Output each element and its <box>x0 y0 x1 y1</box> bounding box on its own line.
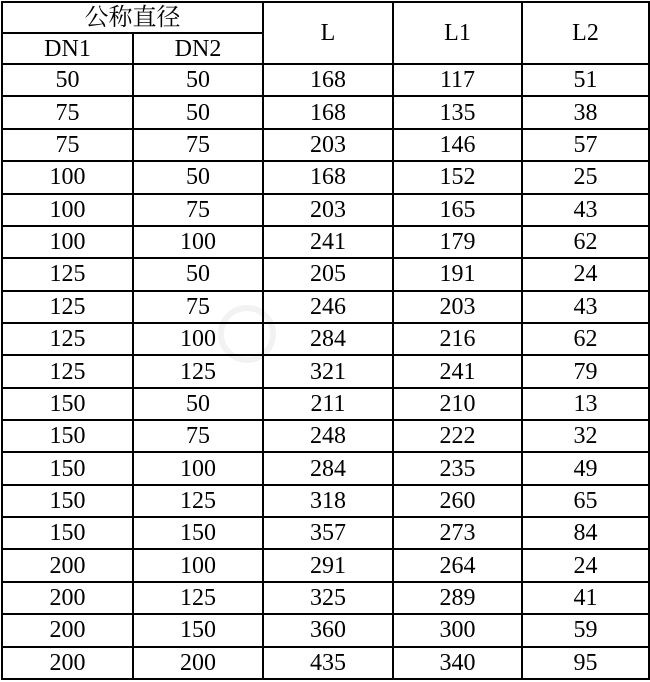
cell-l1: 260 <box>393 485 522 517</box>
cell-dn2: 100 <box>133 549 263 581</box>
table-row <box>2 323 649 355</box>
cell-l1: 152 <box>393 161 522 193</box>
table-row <box>2 485 649 517</box>
cell-l: 241 <box>263 226 393 258</box>
table-row <box>2 226 649 258</box>
cell-l: 203 <box>263 129 393 161</box>
cell-l2: 51 <box>522 64 649 96</box>
cell-l1: 235 <box>393 452 522 484</box>
cell-dn1: 150 <box>2 420 133 452</box>
cell-dn1: 75 <box>2 129 133 161</box>
table-row <box>2 614 649 646</box>
cell-l2: 41 <box>522 582 649 614</box>
cell-l: 357 <box>263 517 393 549</box>
cell-dn2: 200 <box>133 647 263 679</box>
cell-dn2: 50 <box>133 161 263 193</box>
cell-dn2: 50 <box>133 64 263 96</box>
table-row <box>2 194 649 226</box>
cell-l: 168 <box>263 161 393 193</box>
cell-l2: 25 <box>522 161 649 193</box>
cell-l2: 95 <box>522 647 649 679</box>
table-row <box>2 129 649 161</box>
header-l: L <box>263 2 393 64</box>
cell-l: 291 <box>263 549 393 581</box>
cell-l2: 79 <box>522 355 649 387</box>
header-dn1: DN1 <box>2 33 133 64</box>
cell-l1: 203 <box>393 291 522 323</box>
cell-dn1: 50 <box>2 64 133 96</box>
cell-l2: 84 <box>522 517 649 549</box>
cell-dn2: 50 <box>133 96 263 128</box>
cell-l1: 135 <box>393 96 522 128</box>
cell-l: 284 <box>263 452 393 484</box>
cell-dn1: 75 <box>2 96 133 128</box>
header-dn2: DN2 <box>133 33 263 64</box>
cell-l: 211 <box>263 388 393 420</box>
cell-l1: 165 <box>393 194 522 226</box>
cell-l: 325 <box>263 582 393 614</box>
cell-dn2: 50 <box>133 258 263 290</box>
cell-l2: 43 <box>522 291 649 323</box>
dimension-table <box>1 1 650 680</box>
cell-l2: 49 <box>522 452 649 484</box>
header-l1: L1 <box>393 2 522 64</box>
cell-l2: 65 <box>522 485 649 517</box>
cell-l1: 117 <box>393 64 522 96</box>
table-row <box>2 420 649 452</box>
cell-dn2: 75 <box>133 129 263 161</box>
table-row <box>2 258 649 290</box>
cell-l1: 264 <box>393 549 522 581</box>
table-row <box>2 161 649 193</box>
cell-dn2: 100 <box>133 323 263 355</box>
cell-dn2: 150 <box>133 614 263 646</box>
cell-l2: 62 <box>522 226 649 258</box>
cell-dn1: 200 <box>2 582 133 614</box>
table-row <box>2 549 649 581</box>
cell-l1: 191 <box>393 258 522 290</box>
cell-dn2: 50 <box>133 388 263 420</box>
cell-dn1: 125 <box>2 258 133 290</box>
cell-dn1: 150 <box>2 452 133 484</box>
cell-dn2: 100 <box>133 226 263 258</box>
cell-dn2: 150 <box>133 517 263 549</box>
cell-dn1: 150 <box>2 485 133 517</box>
cell-l1: 300 <box>393 614 522 646</box>
table-row <box>2 452 649 484</box>
cell-dn1: 125 <box>2 323 133 355</box>
cell-l1: 241 <box>393 355 522 387</box>
header-l2: L2 <box>522 2 649 64</box>
cell-l2: 24 <box>522 258 649 290</box>
table-row <box>2 64 649 96</box>
cell-l: 284 <box>263 323 393 355</box>
cell-l: 435 <box>263 647 393 679</box>
cell-l: 248 <box>263 420 393 452</box>
cell-dn2: 75 <box>133 420 263 452</box>
table-row <box>2 582 649 614</box>
cell-l2: 38 <box>522 96 649 128</box>
cell-l2: 59 <box>522 614 649 646</box>
cell-dn1: 125 <box>2 355 133 387</box>
table-row <box>2 388 649 420</box>
cell-l1: 146 <box>393 129 522 161</box>
cell-l2: 57 <box>522 129 649 161</box>
table-row <box>2 647 649 679</box>
cell-dn1: 200 <box>2 647 133 679</box>
cell-dn2: 75 <box>133 194 263 226</box>
table-row <box>2 517 649 549</box>
cell-l: 321 <box>263 355 393 387</box>
cell-dn2: 125 <box>133 582 263 614</box>
cell-l1: 289 <box>393 582 522 614</box>
cell-l: 168 <box>263 64 393 96</box>
cell-dn1: 200 <box>2 614 133 646</box>
table-row <box>2 355 649 387</box>
cell-dn1: 150 <box>2 388 133 420</box>
cell-l1: 273 <box>393 517 522 549</box>
cell-dn1: 100 <box>2 194 133 226</box>
cell-dn1: 100 <box>2 161 133 193</box>
cell-l: 168 <box>263 96 393 128</box>
cell-dn2: 75 <box>133 291 263 323</box>
table-row <box>2 96 649 128</box>
cell-dn1: 125 <box>2 291 133 323</box>
cell-l: 203 <box>263 194 393 226</box>
cell-l2: 13 <box>522 388 649 420</box>
cell-dn1: 150 <box>2 517 133 549</box>
cell-l1: 210 <box>393 388 522 420</box>
cell-dn1: 100 <box>2 226 133 258</box>
cell-dn2: 125 <box>133 355 263 387</box>
cell-l1: 179 <box>393 226 522 258</box>
cell-l1: 222 <box>393 420 522 452</box>
cell-dn2: 125 <box>133 485 263 517</box>
cell-dn2: 100 <box>133 452 263 484</box>
cell-l1: 340 <box>393 647 522 679</box>
cell-l2: 43 <box>522 194 649 226</box>
cell-l: 318 <box>263 485 393 517</box>
table-row <box>2 291 649 323</box>
cell-l: 246 <box>263 291 393 323</box>
cell-l1: 216 <box>393 323 522 355</box>
cell-l2: 62 <box>522 323 649 355</box>
cell-dn1: 200 <box>2 549 133 581</box>
cell-l: 205 <box>263 258 393 290</box>
cell-l2: 24 <box>522 549 649 581</box>
nominal-diameter-header: 公称直径 <box>2 2 263 33</box>
cell-l: 360 <box>263 614 393 646</box>
cell-l2: 32 <box>522 420 649 452</box>
